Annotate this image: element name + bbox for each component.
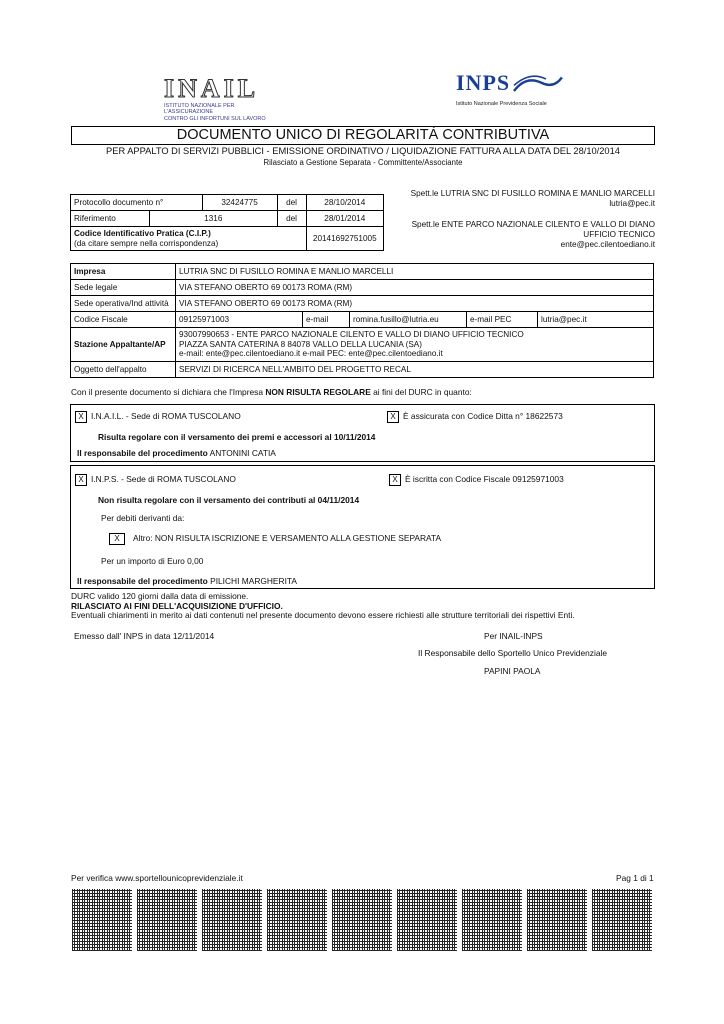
signature-for: Per INAIL-INPS bbox=[484, 631, 543, 641]
recipient-1 bbox=[392, 189, 655, 209]
barcode-block-6 bbox=[397, 889, 457, 951]
protocollo-value: 32424775 bbox=[202, 195, 277, 211]
riferimento-value: 1316 bbox=[150, 211, 278, 227]
impresa-label: Impresa bbox=[71, 264, 176, 280]
footer-notes bbox=[71, 592, 575, 621]
declaration bbox=[71, 387, 472, 397]
barcode-block-5 bbox=[332, 889, 392, 951]
impresa-row bbox=[71, 264, 654, 280]
riferimento-row bbox=[71, 211, 384, 227]
emission-date: Emesso dall' INPS in data 12/11/2014 bbox=[74, 631, 215, 641]
recipient-1-name: Spett.le LUTRIA SNC DI FUSILLO ROMINA E MANLIO MARCELLI bbox=[410, 189, 655, 198]
pec-label: e-mail PEC bbox=[467, 312, 538, 328]
barcode-block-9 bbox=[592, 889, 652, 951]
stazione-row bbox=[71, 328, 654, 362]
inail-sede-row bbox=[75, 411, 241, 423]
clarification-note: Eventuali chiarimenti in merito ai dati contenuti nel presente documento devono essere richiesti alle strutture territoriali dei rispettivi Enti. bbox=[71, 610, 575, 621]
inail-logo-sub2: CONTRO GLI INFORTUNI SUL LAVORO bbox=[164, 116, 266, 122]
inps-altro-row bbox=[109, 533, 441, 545]
cip-value: 20141692751005 bbox=[306, 227, 383, 251]
oggetto-row bbox=[71, 362, 654, 378]
cip-label: Codice Identificativo Pratica (C.I.P.) bbox=[74, 228, 211, 238]
riferimento-label: Riferimento bbox=[71, 211, 150, 227]
inps-iscritta: È iscritta con Codice Fiscale 09125971003 bbox=[405, 474, 564, 485]
recipient-2-name: Spett.le ENTE PARCO NAZIONALE CILENTO E VALLO DI DIANO bbox=[411, 220, 655, 229]
sede-legale-row bbox=[71, 280, 654, 296]
page-number: Pag 1 di 1 bbox=[616, 873, 654, 883]
sede-operativa-row bbox=[71, 296, 654, 312]
inps-emblem-icon bbox=[510, 68, 566, 98]
stazione-line-2: PIAZZA SANTA CATERINA 8 84078 VALLO DELLA LUCANIA (SA) bbox=[179, 339, 422, 349]
inps-responsabile bbox=[77, 576, 297, 586]
inail-section bbox=[70, 404, 655, 462]
signature-role: Il Responsabile dello Sportello Unico Previdenziale bbox=[418, 648, 608, 658]
oggetto-label: Oggetto dell'appalto bbox=[71, 362, 176, 378]
cip-label-cell bbox=[71, 227, 307, 251]
impresa-value: LUTRIA SNC DI FUSILLO ROMINA E MANLIO MARCELLI bbox=[176, 264, 654, 280]
inail-responsabile bbox=[77, 448, 276, 458]
inail-logo-sub1: ISTITUTO NAZIONALE PER L'ASSICURAZIONE bbox=[164, 103, 235, 115]
inail-assicurata: È assicurata con Codice Ditta n° 18622573 bbox=[403, 411, 563, 422]
inps-importo: Per un importo di Euro 0,00 bbox=[101, 556, 204, 566]
signature-name: PAPINI PAOLA bbox=[484, 666, 541, 676]
protocollo-date: 28/10/2014 bbox=[306, 195, 383, 211]
codice-fiscale-value: 09125971003 bbox=[176, 312, 303, 328]
inail-logo-word: INAIL bbox=[164, 74, 260, 103]
inail-resp-label: Il responsabile del procedimento bbox=[77, 448, 208, 458]
sede-operativa-value: VIA STEFANO OBERTO 69 00173 ROMA (RM) bbox=[176, 296, 654, 312]
barcode-block-7 bbox=[462, 889, 522, 951]
inps-altro: Altro: NON RISULTA ISCRIZIONE E VERSAMENTO ALLA GESTIONE SEPARATA bbox=[133, 533, 442, 544]
inps-resp-name: PILICHI MARGHERITA bbox=[207, 576, 297, 586]
recipient-2-email: ente@pec.cilentoediano.it bbox=[560, 240, 655, 249]
company-table bbox=[70, 263, 654, 378]
sede-legale-value: VIA STEFANO OBERTO 69 00173 ROMA (RM) bbox=[176, 280, 654, 296]
declaration-suffix: ai fini del DURC in quanto: bbox=[370, 387, 472, 397]
oggetto-value: SERVIZI DI RICERCA NELL'AMBITO DEL PROGETTO RECAL bbox=[176, 362, 654, 378]
recipient-2 bbox=[392, 220, 655, 250]
document-title: DOCUMENTO UNICO DI REGOLARITÀ CONTRIBUTIVA bbox=[71, 126, 655, 145]
cip-note: (da citare sempre nella corrispondenza) bbox=[74, 238, 219, 248]
document-subtitle-2: Rilasciato a Gestione Separata - Committente/Associante bbox=[263, 158, 463, 167]
sede-operativa-label: Sede operativa/Ind attività bbox=[71, 296, 176, 312]
inps-logo-word: INPS bbox=[456, 70, 511, 95]
inps-section bbox=[70, 465, 655, 589]
document-subtitle: PER APPALTO DI SERVIZI PUBBLICI - EMISSIONE ORDINATIVO / LIQUIDAZIONE FATTURA ALLA DATA DEL 28/10/2014 bbox=[106, 146, 620, 156]
inps-resp-label: Il responsabile del procedimento bbox=[77, 576, 208, 586]
barcode-block-3 bbox=[202, 889, 262, 951]
inps-sede: I.N.P.S. - Sede di ROMA TUSCOLANO bbox=[91, 474, 236, 485]
inps-checkbox: X bbox=[75, 474, 87, 486]
email-value: romina.fusillo@lutria.eu bbox=[350, 312, 467, 328]
barcode-block-1 bbox=[72, 889, 132, 951]
inail-assicurata-checkbox: X bbox=[387, 411, 399, 423]
barcode-block-8 bbox=[527, 889, 587, 951]
inail-sede: I.N.A.I.L. - Sede di ROMA TUSCOLANO bbox=[91, 411, 241, 422]
barcode-block-4 bbox=[267, 889, 327, 951]
inps-debiti: Per debiti derivanti da: bbox=[101, 513, 185, 523]
codice-fiscale-row bbox=[71, 312, 654, 328]
protocol-table bbox=[70, 194, 384, 251]
inail-checkbox: X bbox=[75, 411, 87, 423]
inps-result: Non risulta regolare con il versamento dei contributi al 04/11/2014 bbox=[98, 495, 360, 505]
verification-link[interactable]: Per verifica www.sportellounicoprevidenziale.it bbox=[71, 873, 243, 883]
pec-value: lutria@pec.it bbox=[538, 312, 654, 328]
recipient-1-email: lutria@pec.it bbox=[609, 199, 655, 208]
stazione-label: Stazione Appaltante/AP bbox=[71, 328, 176, 362]
inps-sede-row bbox=[75, 474, 236, 486]
stazione-line-3: e-mail: ente@pec.cilentoediano.it e-mail PEC: ente@pec.cilentoediano.it bbox=[179, 349, 443, 359]
stazione-value bbox=[176, 328, 654, 362]
inps-logo bbox=[456, 68, 566, 114]
stazione-line-1: 93007990653 - ENTE PARCO NAZIONALE CILENTO E VALLO DI DIANO UFFICIO TECNICO bbox=[179, 330, 524, 340]
validity-note: DURC valido 120 giorni dalla data di emissione. bbox=[71, 591, 249, 601]
email-label: e-mail bbox=[303, 312, 350, 328]
inail-assicurata-row bbox=[387, 411, 563, 423]
inps-altro-checkbox: X bbox=[109, 533, 125, 545]
sede-legale-label: Sede legale bbox=[71, 280, 176, 296]
riferimento-date: 28/01/2014 bbox=[306, 211, 383, 227]
barcode-block-2 bbox=[137, 889, 197, 951]
recipient-2-office: UFFICIO TECNICO bbox=[583, 230, 655, 239]
declaration-status: NON RISULTA REGOLARE bbox=[265, 387, 371, 397]
riferimento-del: del bbox=[277, 211, 306, 227]
cip-row bbox=[71, 227, 384, 251]
protocollo-label: Protocollo documento n° bbox=[71, 195, 203, 211]
codice-fiscale-label: Codice Fiscale bbox=[71, 312, 176, 328]
inps-iscritta-row bbox=[389, 474, 564, 486]
declaration-prefix: Con il presente documento si dichiara che l'Impresa bbox=[71, 387, 266, 397]
inps-logo-sub: Istituto Nazionale Previdenza Sociale bbox=[456, 101, 547, 107]
protocol-row bbox=[71, 195, 384, 211]
release-note: RILASCIATO AI FINI DELL'ACQUISIZIONE D'UFFICIO. bbox=[71, 600, 283, 611]
inps-iscritta-checkbox: X bbox=[389, 474, 401, 486]
protocollo-del: del bbox=[277, 195, 306, 211]
inail-resp-name: ANTONINI CATIA bbox=[207, 448, 276, 458]
inail-result: Risulta regolare con il versamento dei premi e accessori al 10/11/2014 bbox=[98, 432, 376, 442]
inail-logo bbox=[164, 74, 282, 122]
